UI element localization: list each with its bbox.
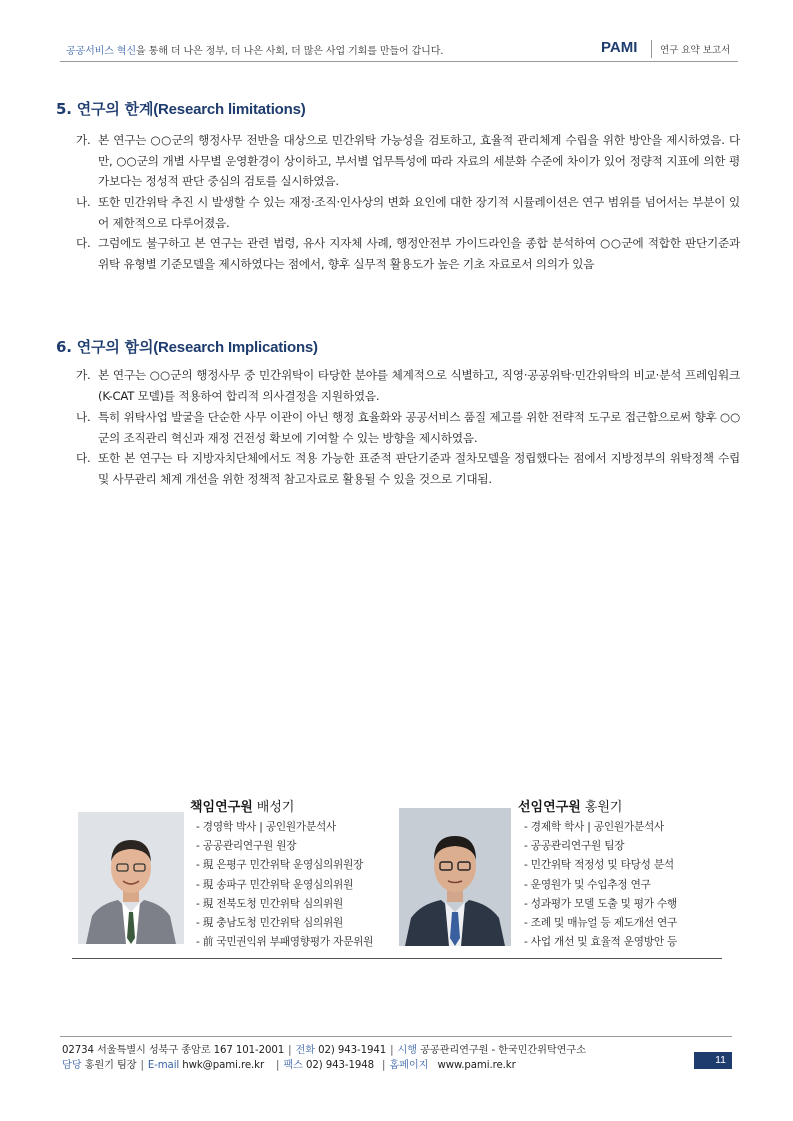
item-text: 또한 민간위탁 추진 시 발생할 수 있는 재정·조직·인사상의 변화 요인에 대한 장기적 시뮬레이션은 연구 범위를 넘어서는 부분이 있어 제한적으로 다루어졌음. bbox=[98, 195, 740, 230]
career-item: - 조례 및 매뉴얼 등 제도개선 연구 bbox=[524, 914, 677, 933]
section-title-limitations bbox=[56, 98, 306, 119]
career-item: - 사업 개선 및 효율적 운영방안 등 bbox=[524, 933, 677, 952]
list-item bbox=[76, 448, 740, 489]
item-marker: 다. bbox=[76, 451, 91, 465]
item-text: 본 연구는 ○○군의 행정사무 중 민간위탁이 타당한 분야를 체계적으로 식별하고, 직영·공공위탁·민간위탁의 비교·분석 프레임워크(K-CAT 모델)를 적용하여 합리적 의사결정을 지원하였음. bbox=[98, 368, 740, 403]
researcher-name: 배성기 bbox=[256, 800, 295, 815]
item-text: 본 연구는 ○○군의 행정사무 전반을 대상으로 민간위탁 가능성을 검토하고, 효율적 관리체계 수립을 위한 방안을 제시하였음. 다만, ○○군의 개별 사무별 운영환경이 상이하고, 부서별 업무특성에 따라 자료의 세분화 수준에 차이가 있어 정량적 지표에 의한 평가보다는 정성적 판단 중심의 검토를 실시하였음. bbox=[98, 133, 740, 188]
career-item: - 경제학 학사 | 공인원가분석사 bbox=[524, 818, 677, 837]
footer-fax: 02) 943-1948 bbox=[306, 1060, 375, 1071]
footer-contact-label: 담당 bbox=[62, 1060, 82, 1071]
career-item: - 前 국민권익위 부패영향평가 자문위원 bbox=[196, 933, 373, 952]
researcher-career-list bbox=[524, 818, 677, 952]
footer-divider bbox=[60, 1036, 732, 1037]
footer-email-label: E-mail bbox=[147, 1060, 180, 1071]
footer-fax-label: 팩스 bbox=[283, 1060, 303, 1071]
career-item: - 경영학 박사 | 공인원가분석사 bbox=[196, 818, 373, 837]
item-marker: 나. bbox=[76, 195, 91, 209]
report-type: 연구 요약 보고서 bbox=[660, 45, 731, 56]
footer-web: www.pami.re.kr bbox=[437, 1060, 516, 1071]
researcher-name: 홍원기 bbox=[584, 800, 623, 815]
career-item: - 공공관리연구원 팀장 bbox=[524, 837, 677, 856]
list-item bbox=[76, 365, 740, 406]
section-title-en: (Research limitations) bbox=[153, 101, 306, 118]
footer-address: 02734 서울특별시 성북구 종암로 167 101-2001 bbox=[62, 1045, 285, 1056]
researcher-photo-lead bbox=[78, 812, 184, 944]
footer-line-2: 담당 홍원기 팀장 | E-mail hwk@pami.re.kr | 팩스 02) 943-1948 | 홈페이지 www.pami.re.kr bbox=[62, 1060, 516, 1071]
item-marker: 가. bbox=[76, 133, 91, 147]
section-title-ko: 5. 연구의 한계 bbox=[56, 100, 154, 118]
footer-contact: 홍원기 팀장 bbox=[84, 1060, 137, 1071]
researcher-career-list bbox=[196, 818, 373, 952]
career-item: - 성과평가 모델 도출 및 평가 수행 bbox=[524, 895, 677, 914]
list-item bbox=[76, 407, 740, 448]
section-title-en: (Research Implications) bbox=[153, 339, 318, 356]
list-item bbox=[76, 233, 740, 274]
career-item: - 現 충남도청 민간위탁 심의위원 bbox=[196, 914, 373, 933]
footer-email: hwk@pami.re.kr bbox=[182, 1060, 265, 1071]
footer-web-label: 홈페이지 bbox=[389, 1060, 429, 1071]
career-item: - 現 전북도청 민간위탁 심의위원 bbox=[196, 895, 373, 914]
header-divider bbox=[651, 40, 652, 58]
footer-phone: 02) 943-1941 bbox=[318, 1045, 387, 1056]
researcher-photo-senior bbox=[399, 808, 511, 946]
researcher-role: 책임연구원 bbox=[190, 800, 253, 815]
researcher-name-lead bbox=[190, 796, 294, 815]
item-text: 그럼에도 불구하고 본 연구는 관련 법령, 유사 지자체 사례, 행정안전부 가이드라인을 종합 분석하여 ○○군에 적합한 판단기준과 위탁 유형별 기준모델을 제시하였다는 점에서, 향후 실무적 활용도가 높은 기초 자료로서 의의가 있음 bbox=[98, 236, 740, 271]
slogan-highlight: 공공서비스 혁신 bbox=[66, 46, 136, 57]
item-marker: 가. bbox=[76, 368, 91, 382]
career-item: - 現 은평구 민간위탁 운영심의위원장 bbox=[196, 856, 373, 875]
brand-logo-text: PAMI bbox=[601, 39, 638, 56]
career-item: - 민간위탁 적정성 및 타당성 분석 bbox=[524, 856, 677, 875]
item-text: 특히 위탁사업 발굴을 단순한 사무 이관이 아닌 행정 효율화와 공공서비스 품질 제고를 위한 전략적 도구로 접근함으로써 향후 ○○군의 조직관리 혁신과 재정 건전성 확보에 기여할 수 있는 방향을 제시하였음. bbox=[98, 410, 740, 445]
researcher-name-senior bbox=[518, 796, 622, 815]
career-item: - 운영원가 및 수입추정 연구 bbox=[524, 876, 677, 895]
page-header bbox=[60, 40, 738, 62]
career-item: - 공공관리연구원 원장 bbox=[196, 837, 373, 856]
researcher-divider bbox=[72, 958, 722, 959]
section-title-implications bbox=[56, 336, 318, 357]
researcher-role: 선임연구원 bbox=[518, 800, 581, 815]
section-title-ko: 6. 연구의 함의 bbox=[56, 338, 154, 356]
career-item: - 現 송파구 민간위탁 운영심의위원 bbox=[196, 876, 373, 895]
list-item bbox=[76, 130, 740, 192]
footer-org: 공공관리연구원 - 한국민간위탁연구소 bbox=[420, 1045, 586, 1056]
header-slogan bbox=[66, 42, 443, 57]
page-number: 11 bbox=[694, 1052, 732, 1069]
footer-line-1: 02734 서울특별시 성북구 종암로 167 101-2001 | 전화 02) 943-1941 | 시행 공공관리연구원 - 한국민간위탁연구소 bbox=[62, 1045, 586, 1056]
item-marker: 나. bbox=[76, 410, 91, 424]
item-text: 또한 본 연구는 타 지방자치단체에서도 적용 가능한 표준적 판단기준과 절차모델을 정립했다는 점에서 지방정부의 위탁정책 수립 및 사무관리 체계 개선을 위한 정책적 참고자료로 활용될 수 있을 것으로 기대됨. bbox=[98, 451, 740, 486]
footer-org-label: 시행 bbox=[397, 1045, 417, 1056]
slogan-rest: 을 통해 더 나은 정부, 더 나은 사회, 더 많은 사업 기회를 만들어 갑니다. bbox=[136, 46, 444, 57]
footer-phone-label: 전화 bbox=[295, 1045, 315, 1056]
item-marker: 다. bbox=[76, 236, 91, 250]
list-item bbox=[76, 192, 740, 233]
